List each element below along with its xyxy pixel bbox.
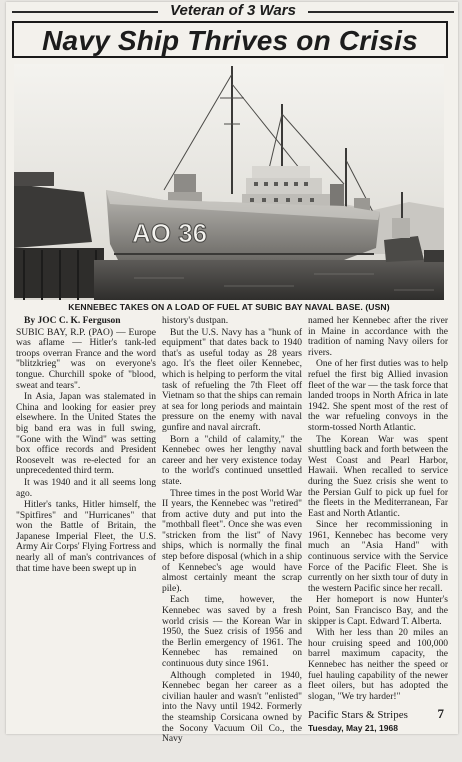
photo-caption: KENNEBEC TAKES ON A LOAD OF FUEL AT SUBIC BAY NAVAL BASE. (USN)	[68, 302, 390, 312]
article-paragraph: It was 1940 and it all seems long ago.	[16, 477, 156, 499]
article-paragraph: But the U.S. Navy has a "hunk of equipment" that dates back to 1940 that's as useful today as 28 years ago. It's the fleet oiler Kennebec, which is helping to perform the vital task of refueling the 7th Fleet off Vietnam so that the ships can remain at sea for long periods and maintain pressure on the enemy with naval gunfire and naval aircraft.	[162, 327, 302, 433]
byline: By JOC C. K. Ferguson	[24, 316, 121, 326]
article-paragraph: Each time, however, the Kennebec was saved by a fresh world crisis — the Korean War in 1950, the Suez crisis of 1956 and the Berlin emergency of 1961. The Kennebec has remained on continuous duty since 1961.	[162, 595, 302, 669]
kicker-rule-left	[12, 11, 158, 13]
article-paragraph: Her homeport is now Hunter's Point, San Francisco Bay, and the skipper is Capt. Edward T. Alberta.	[308, 595, 448, 627]
publication-name: Pacific Stars & Stripes	[308, 709, 408, 721]
headline-box	[12, 21, 448, 58]
article-paragraph: In Asia, Japan was stalemated in China and looking for easier prey elsewhere. In the United States the big band era was in full swing, "Gone with the Wind" was setting box office records and President Roosevelt was re-elected for an unprecedented third term.	[16, 392, 156, 477]
article-paragraph: named her Kennebec after the river in Maine in accordance with the tradition of naming Navy oilers for rivers.	[308, 316, 448, 358]
article-paragraph: The Korean War was spent shuttling back and forth between the West Coast and Pearl Harbor, Hawaii. When recalled to service during the Suez crisis she went to the Persian Gulf to pick up fuel for the fleets in the Mediterranean, Far East and North Atlantic.	[308, 434, 448, 519]
kicker-text: Veteran of 3 Wars	[170, 2, 296, 19]
publication-footer	[308, 706, 448, 734]
publication-date: Tuesday, May 21, 1968	[308, 723, 398, 733]
hull-number: AO 36	[132, 218, 208, 248]
article-paragraph: Born a "child of calamity," the Kennebec owes her lengthy naval career and her very existence today to the world's continued unsettled state.	[162, 434, 302, 487]
article-paragraph: SUBIC BAY, R.P. (PAO) — Europe was aflame — Hitler's tank-led troops overran France and the word "blitzkrieg" was on everyone's tongue. Churchill spoke of "blood, sweat and tears".	[16, 327, 156, 391]
newspaper-clipping	[6, 2, 458, 745]
article-column-1	[16, 316, 156, 734]
article-paragraph: Although completed in 1940, Kennebec began her career as a civilian hauler and wasn't "enlisted" into the Navy until 1942. Formerly the steamship Corsicana owned by the Socony Vacuum Oil Co., the Navy	[162, 670, 302, 745]
article-body	[16, 316, 448, 745]
article-paragraph: Since her recommissioning in 1961, Kennebec has become very much an "Asia Hand" with continuous service with the Service Force of the Pacific Fleet. She is currently on her sixth tour of duty in the western Pacific since her recall.	[308, 520, 448, 594]
article-paragraph: With her less than 20 miles an hour cruising speed and 100,000 barrel maximum capacity, the Kennebec has neither the speed or fuel hauling capability of the newer fleet oilers, but has adopted the slogan, "We try harder!"	[308, 628, 448, 702]
kicker-rule-right	[308, 11, 454, 13]
article-paragraph: Three times in the post World War II years, the Kennebec was "retired" from active duty and put into the "mothball fleet". Once she was even "stricken from the list" of Navy ships, which is normally the final step before disposal (which in a ship of Kennebec's age would have almost certainly meant the scrap pile).	[162, 488, 302, 594]
kicker-line	[6, 2, 458, 20]
article-paragraph: One of her first duties was to help refuel the first big Allied invasion fleet of the war — the task force that landed troops in North Africa in late 1942. She spent most of the rest of the war refueling convoys in the storm-tossed North Atlantic.	[308, 359, 448, 433]
page-number: 7	[437, 706, 444, 721]
article-column-3	[308, 316, 448, 734]
headline: Navy Ship Thrives on Crisis	[42, 25, 418, 56]
article-paragraph: Hitler's tanks, Hitler himself, the "Spitfires" and "Hurricanes" that won the Battle of Britain, the Japanese Imperial Fleet, the U.S. Army Air Corps' Flying Fortress and nearly all of man's contrivances of that time have been swept up in	[16, 500, 156, 574]
ship-photo	[14, 64, 444, 300]
article-paragraph: history's dustpan.	[162, 316, 229, 326]
article-column-2	[162, 316, 302, 745]
